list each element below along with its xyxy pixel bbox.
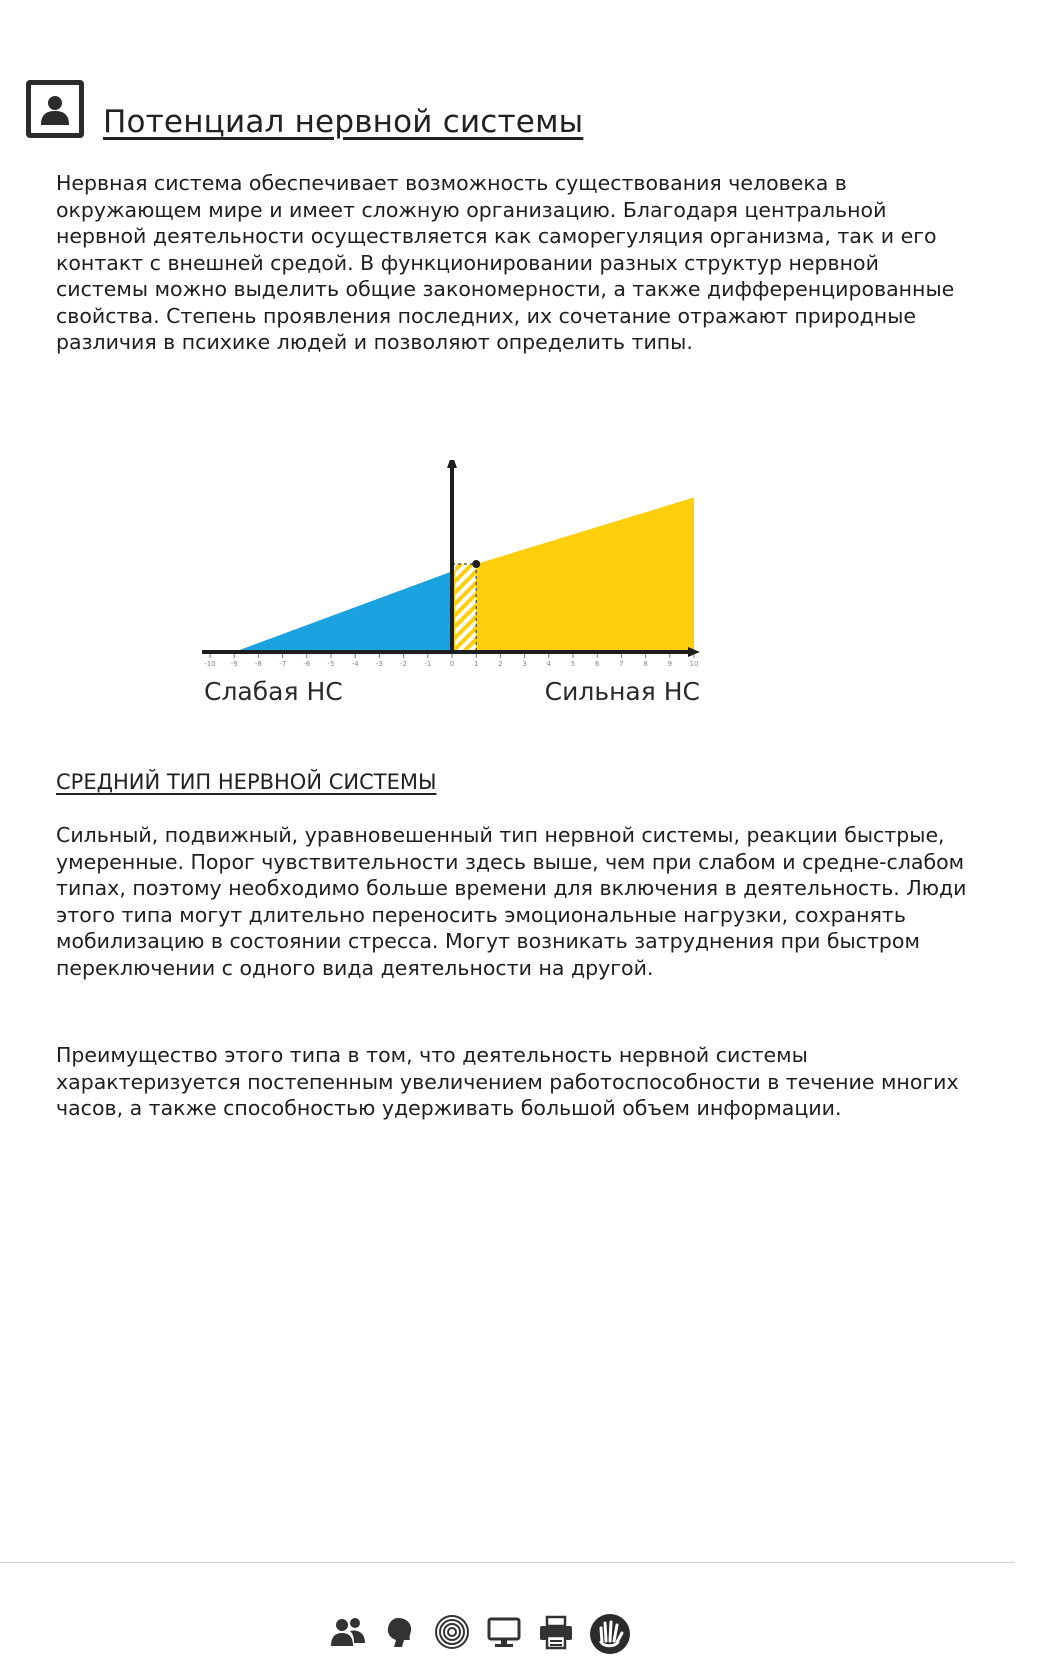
weak-ns-area: [234, 571, 452, 652]
people-icon[interactable]: [328, 1612, 368, 1652]
x-tick-label: 4: [546, 660, 552, 668]
x-tick-label: 5: [570, 660, 576, 668]
monitor-icon[interactable]: [484, 1612, 524, 1652]
footer-icon-bar: [328, 1612, 628, 1652]
hand-logo-icon[interactable]: [588, 1612, 628, 1652]
x-tick-label: 10: [689, 660, 699, 668]
y-axis-arrow: [447, 460, 457, 468]
x-tick-label: 8: [643, 660, 648, 668]
x-tick-label: -3: [375, 660, 383, 668]
x-tick-label: 3: [522, 660, 527, 668]
x-tick-label: -5: [327, 660, 335, 668]
weak-ns-label: Слабая НС: [204, 677, 343, 706]
section-heading: СРЕДНИЙ ТИП НЕРВНОЙ СИСТЕМЫ: [56, 770, 437, 794]
strong-ns-area: [452, 497, 694, 652]
x-tick-label: -2: [400, 660, 408, 668]
x-tick-label: -1: [424, 660, 432, 668]
highlight-hatch: [455, 564, 476, 652]
person-portrait-icon: [26, 80, 84, 138]
x-tick-label: -7: [279, 660, 287, 668]
x-tick-label: -9: [230, 660, 238, 668]
type-description-paragraph: Сильный, подвижный, уравновешенный тип нервной системы, реакции быстрые, умеренные. Порог чувствительности здесь выше, чем при слабом и средне-слабом типах, поэтому необходимо больше времени для включения в деятельность. Люди этого типа могут длительно переносить эмоциональные нагрузки, сохранять мобилизацию в состоянии стресса. Могут возникать затруднения при быстром переключении с одного вида деятельности на другой.: [56, 823, 967, 980]
x-tick-label: 9: [667, 660, 673, 668]
x-tick-label: -6: [303, 660, 311, 668]
footer-divider: [0, 1562, 1015, 1563]
x-tick-label: -4: [351, 660, 359, 668]
printer-icon[interactable]: [536, 1612, 576, 1652]
x-tick-label: 0: [449, 660, 455, 668]
intro-paragraph: Нервная система обеспечивает возможность существования человека в окружающем мире и имеет сложную организацию. Благодаря центральной нервной деятельности осуществляется как саморегуляция организма, так и его контакт с внешней средой. В функционировании разных структур нервной системы можно выделить общие закономерности, а также дифференцированные свойства. Степень проявления последних, их сочетание отражают природные различия в психике людей и позволяют определить типы.: [56, 171, 955, 354]
x-tick-label: 1: [473, 660, 479, 668]
fingerprint-icon[interactable]: [432, 1612, 472, 1652]
nervous-system-chart: [200, 460, 720, 720]
page-title: Потенциал нервной системы: [103, 104, 584, 140]
x-tick-label: 2: [498, 660, 503, 668]
x-tick-label: -8: [254, 660, 262, 668]
head-profile-icon[interactable]: [380, 1612, 420, 1652]
marker-point: [472, 560, 480, 568]
strong-ns-label: Сильная НС: [544, 677, 700, 706]
advantage-paragraph: Преимущество этого типа в том, что деятельность нервной системы характеризуется постепенным увеличением работоспособности в течение многих часов, а также способностью удерживать большой объем информации.: [56, 1043, 959, 1120]
x-tick-label: 6: [594, 660, 600, 668]
x-tick-label: 7: [619, 660, 624, 668]
x-tick-label: -10: [204, 660, 216, 668]
